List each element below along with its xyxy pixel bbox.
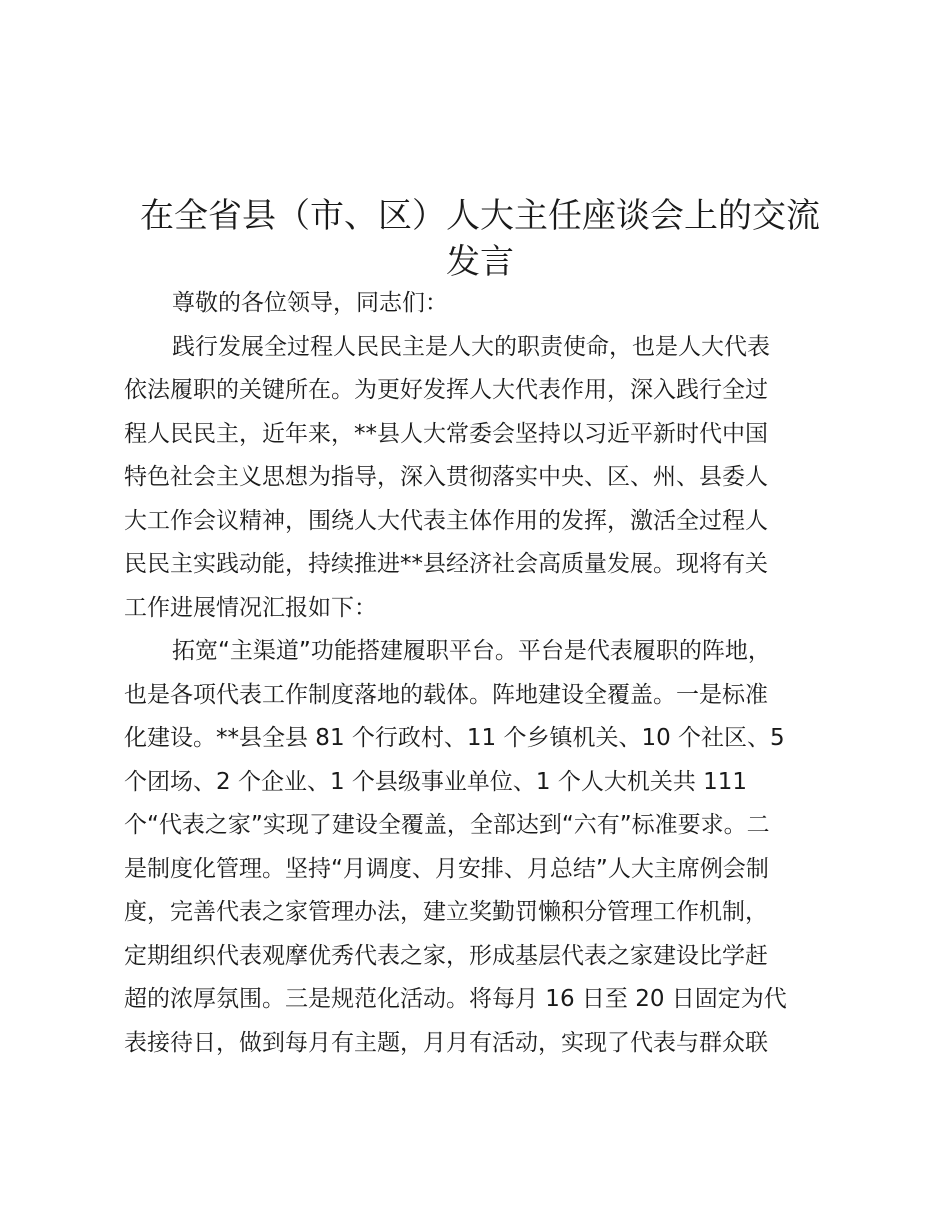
body-line: 也是各项代表工作制度落地的载体。阵地建设全覆盖。一是标准: [124, 681, 768, 708]
body-line: 践行发展全过程人民民主是人大的职责使命，也是人大代表: [172, 333, 770, 360]
body-line: 定期组织代表观摩优秀代表之家，形成基层代表之家建设比学赶: [124, 942, 768, 969]
body-line: 是制度化管理。坚持“月调度、月安排、月总结”人大主席例会制: [124, 855, 769, 882]
body-line: 个团场、2 个企业、1 个县级事业单位、1 个人大机关共 111: [124, 768, 748, 795]
body-line: 超的浓厚氛围。三是规范化活动。将每月 16 日至 20 日固定为代: [124, 986, 787, 1012]
body-line: 拓宽“主渠道”功能搭建履职平台。平台是代表履职的阵地，: [172, 638, 771, 664]
body-line: 表接待日，做到每月有主题，月月有活动，实现了代表与群众联: [124, 1029, 768, 1056]
body-line: 特色社会主义思想为指导，深入贯彻落实中央、区、州、县委人: [124, 464, 768, 490]
title-line-2: 发言: [446, 241, 514, 282]
body-line: 化建设。**县全县 81 个行政村、11 个乡镇机关、10 个社区、5: [124, 725, 785, 751]
title-line-1: 在全省县（市、区）人大主任座谈会上的交流: [140, 195, 820, 236]
document-title: [120, 193, 840, 285]
body-line: 尊敬的各位领导，同志们：: [172, 290, 448, 316]
body-line: 民民主实践动能，持续推进**县经济社会高质量发展。现将有关: [124, 551, 768, 577]
document-body: [124, 282, 834, 1065]
body-line: 度，完善代表之家管理办法，建立奖勤罚懒积分管理工作机制，: [124, 899, 768, 925]
body-line: 程人民民主，近年来，**县人大常委会坚持以习近平新时代中国: [124, 420, 768, 447]
body-line: 工作进展情况汇报如下：: [124, 594, 377, 621]
body-line: 大工作会议精神，围绕人大代表主体作用的发挥，激活全过程人: [124, 507, 768, 534]
body-line: 依法履职的关键所在。为更好发挥人大代表作用，深入践行全过: [124, 377, 768, 403]
body-line: 个“代表之家”实现了建设全覆盖，全部达到“六有”标准要求。二: [124, 812, 770, 838]
